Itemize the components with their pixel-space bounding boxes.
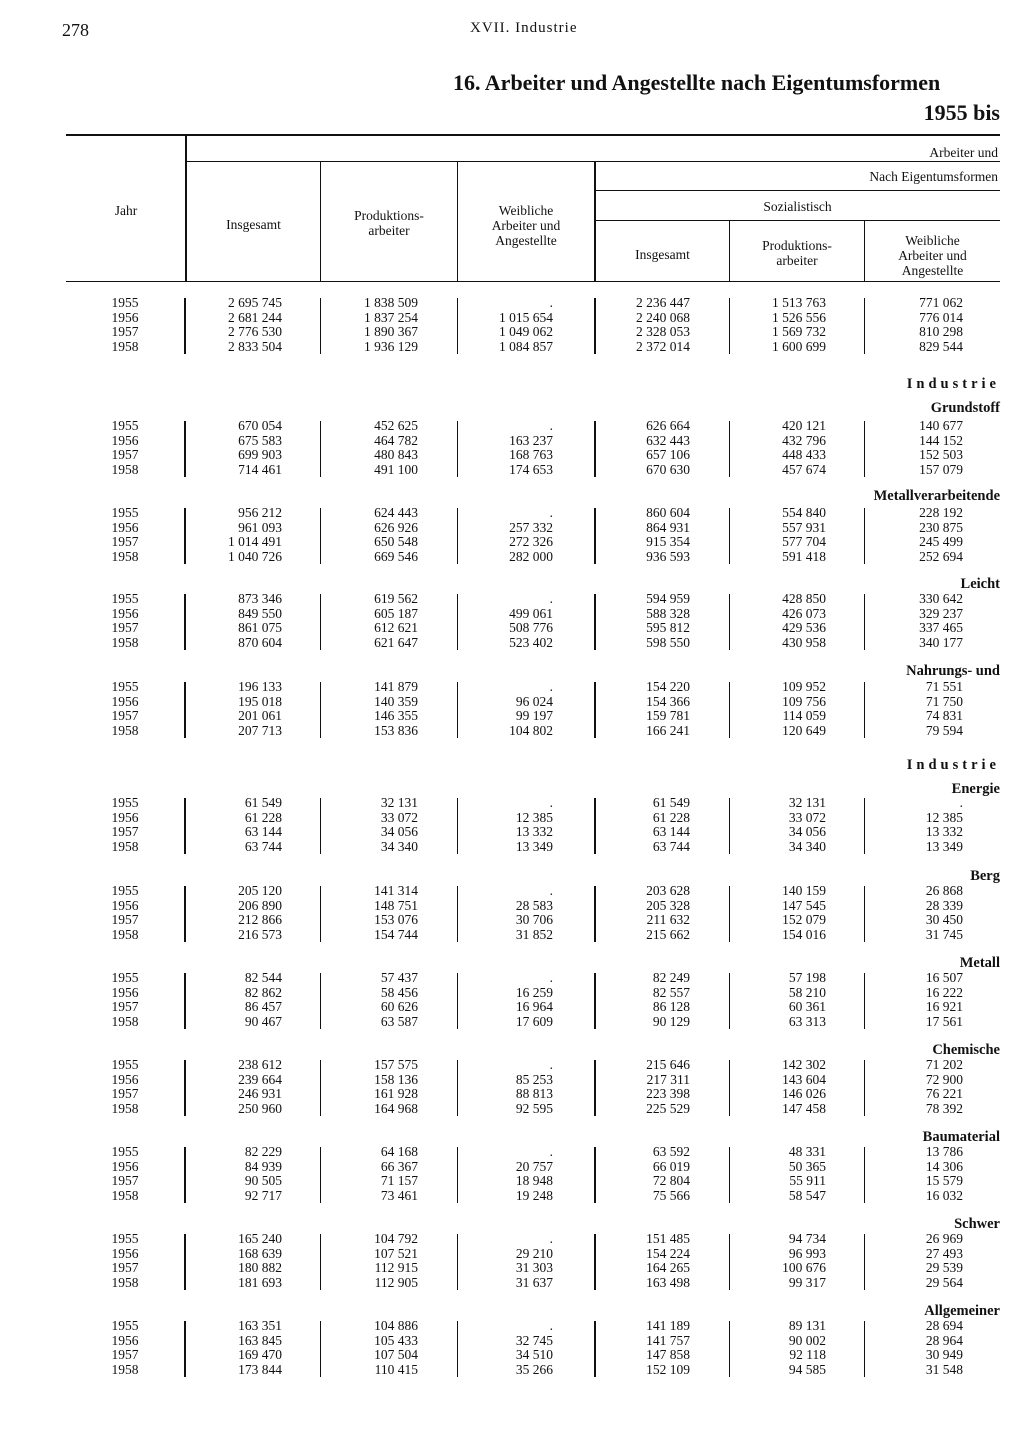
- year-cell: 1955 1956 1957 1958: [111, 679, 139, 738]
- table-cell: . 85 253 88 813 92 595: [515, 1057, 553, 1116]
- table-cell: 196 133 195 018 201 061 207 713: [238, 679, 282, 738]
- table-cell: 163 351 163 845 169 470 173 844: [238, 1318, 282, 1377]
- header-rule-4: [595, 220, 1000, 221]
- table-cell: 82 544 82 862 86 457 90 467: [244, 970, 282, 1029]
- table-cell: 71 551 71 750 74 831 79 594: [925, 679, 963, 738]
- table-title-years: 1955 bis: [923, 100, 1000, 125]
- group-heading-industrie-1: Industrie: [906, 376, 1000, 392]
- section-label-allgemeiner: Allgemeiner: [924, 1303, 1000, 1319]
- table-cell: 32 131 33 072 34 056 34 340: [788, 795, 826, 854]
- col-produktions: Produktions- arbeiter: [354, 208, 424, 238]
- section-label-chemische: Chemische: [932, 1042, 1000, 1058]
- section-label-metallverarbeitende: Metallverarbeitende: [873, 488, 1000, 504]
- table-cell: . 499 061 508 776 523 402: [509, 591, 553, 650]
- table-cell: 63 592 66 019 72 804 75 566: [652, 1144, 690, 1203]
- table-cell: 141 314 148 751 153 076 154 744: [374, 883, 418, 942]
- col-soz-insgesamt: Insgesamt: [635, 247, 690, 262]
- table-cell: 13 786 14 306 15 579 16 032: [925, 1144, 963, 1203]
- table-cell: 71 202 72 900 76 221 78 392: [925, 1057, 963, 1116]
- table-cell: . 16 259 16 964 17 609: [515, 970, 553, 1029]
- table-cell: . 96 024 99 197 104 802: [509, 679, 553, 738]
- table-cell: 140 677 144 152 152 503 157 079: [919, 418, 963, 477]
- table-cell: 61 549 61 228 63 144 63 744: [244, 795, 282, 854]
- table-cell: 48 331 50 365 55 911 58 547: [788, 1144, 826, 1203]
- col-top-group: Arbeiter und: [929, 145, 998, 160]
- table-cell: 594 959 588 328 595 812 598 550: [646, 591, 690, 650]
- table-cell: 330 642 329 237 337 465 340 177: [919, 591, 963, 650]
- year-cell: 1955 1956 1957 1958: [111, 1144, 139, 1203]
- table-cell: 109 952 109 756 114 059 120 649: [782, 679, 826, 738]
- table-cell: 215 646 217 311 223 398 225 529: [646, 1057, 690, 1116]
- year-cell: 1955 1956 1957 1958: [111, 1231, 139, 1290]
- table-cell: . 20 757 18 948 19 248: [515, 1144, 553, 1203]
- col-insgesamt: Insgesamt: [226, 217, 281, 232]
- table-cell: 228 192 230 875 245 499 252 694: [919, 505, 963, 564]
- year-cell: 1955 1956 1957 1958: [111, 1057, 139, 1116]
- table-cell: 26 969 27 493 29 539 29 564: [925, 1231, 963, 1290]
- section-label-berg: Berg: [970, 868, 1000, 884]
- table-cell: 64 168 66 367 71 157 73 461: [380, 1144, 418, 1203]
- table-cell: . 29 210 31 303 31 637: [515, 1231, 553, 1290]
- table-cell: . 163 237 168 763 174 653: [509, 418, 553, 477]
- table-cell: 626 664 632 443 657 106 670 630: [646, 418, 690, 477]
- table-cell: 89 131 90 002 92 118 94 585: [788, 1318, 826, 1377]
- year-cell: 1955 1956 1957 1958: [111, 295, 139, 354]
- table-cell: . 12 385 13 332 13 349: [515, 795, 553, 854]
- table-cell: 32 131 33 072 34 056 34 340: [380, 795, 418, 854]
- table-cell: 154 220 154 366 159 781 166 241: [646, 679, 690, 738]
- table-cell: 1 513 763 1 526 556 1 569 732 1 600 699: [772, 295, 826, 354]
- table-cell: 771 062 776 014 810 298 829 544: [919, 295, 963, 354]
- table-cell: 140 159 147 545 152 079 154 016: [782, 883, 826, 942]
- table-cell: 16 507 16 222 16 921 17 561: [925, 970, 963, 1029]
- table-cell: 26 868 28 339 30 450 31 745: [925, 883, 963, 942]
- table-cell: 2 236 447 2 240 068 2 328 053 2 372 014: [636, 295, 690, 354]
- table-cell: 104 886 105 433 107 504 110 415: [374, 1318, 418, 1377]
- table-cell: 619 562 605 187 612 621 621 647: [374, 591, 418, 650]
- table-cell: . 257 332 272 326 282 000: [509, 505, 553, 564]
- table-cell: 157 575 158 136 161 928 164 968: [374, 1057, 418, 1116]
- table-cell: . 12 385 13 332 13 349: [925, 795, 963, 854]
- section-label-metall: Metall: [959, 955, 1000, 971]
- table-cell: 624 443 626 926 650 548 669 546: [374, 505, 418, 564]
- year-cell: 1955 1956 1957 1958: [111, 418, 139, 477]
- table-cell: 141 879 140 359 146 355 153 836: [374, 679, 418, 738]
- table-cell: 1 838 509 1 837 254 1 890 367 1 936 129: [364, 295, 418, 354]
- table-cell: 873 346 849 550 861 075 870 604: [238, 591, 282, 650]
- section-label-leicht: Leicht: [960, 576, 1000, 592]
- col-weibliche: Weibliche Arbeiter und Angestellte: [491, 203, 561, 248]
- header-top-rule: [66, 134, 1000, 136]
- table-cell: 670 054 675 583 699 903 714 461: [238, 418, 282, 477]
- year-cell: 1955 1956 1957 1958: [111, 591, 139, 650]
- table-cell: 238 612 239 664 246 931 250 960: [238, 1057, 282, 1116]
- table-cell: . 1 015 654 1 049 062 1 084 857: [499, 295, 553, 354]
- year-cell: 1955 1956 1957 1958: [111, 1318, 139, 1377]
- table-cell: . 32 745 34 510 35 266: [515, 1318, 553, 1377]
- section-label-grundstoff: Grundstoff: [930, 400, 1000, 416]
- header-rule-3: [595, 190, 1000, 191]
- table-cell: 57 198 58 210 60 361 63 313: [788, 970, 826, 1029]
- table-cell: 428 850 426 073 429 536 430 958: [782, 591, 826, 650]
- table-cell: 860 604 864 931 915 354 936 593: [646, 505, 690, 564]
- table-cell: 165 240 168 639 180 882 181 693: [238, 1231, 282, 1290]
- header-bottom-rule: [66, 281, 1000, 282]
- table-cell: 142 302 143 604 146 026 147 458: [782, 1057, 826, 1116]
- col-soz-produktions: Produktions- arbeiter: [762, 238, 832, 268]
- table-cell: 104 792 107 521 112 915 112 905: [374, 1231, 418, 1290]
- table-cell: 2 695 745 2 681 244 2 776 530 2 833 504: [228, 295, 282, 354]
- table-cell: 82 249 82 557 86 128 90 129: [652, 970, 690, 1029]
- col-soz-weibliche: Weibliche Arbeiter und Angestellte: [898, 233, 967, 278]
- year-cell: 1955 1956 1957 1958: [111, 883, 139, 942]
- header-rule-2: [186, 161, 1000, 162]
- table-cell: 28 694 28 964 30 949 31 548: [925, 1318, 963, 1377]
- header-vrule-4: [594, 162, 596, 282]
- page-number: 278: [62, 20, 89, 40]
- table-cell: 554 840 557 931 577 704 591 418: [782, 505, 826, 564]
- year-cell: 1955 1956 1957 1958: [111, 795, 139, 854]
- col-sub-group: Nach Eigentumsformen: [869, 169, 998, 184]
- table-title: 16. Arbeiter und Angestellte nach Eigentumsformen: [453, 70, 941, 95]
- col-sozialistisch: Sozialistisch: [763, 199, 832, 214]
- year-cell: 1955 1956 1957 1958: [111, 505, 139, 564]
- table-cell: 452 625 464 782 480 843 491 100: [374, 418, 418, 477]
- table-cell: 82 229 84 939 90 505 92 717: [244, 1144, 282, 1203]
- section-label-nahrungs: Nahrungs- und: [906, 663, 1000, 679]
- running-head: XVII. Industrie: [470, 20, 578, 36]
- table-cell: 151 485 154 224 164 265 163 498: [646, 1231, 690, 1290]
- section-label-schwer: Schwer: [954, 1216, 1000, 1232]
- table-cell: 57 437 58 456 60 626 63 587: [380, 970, 418, 1029]
- section-label-baumaterial: Baumaterial: [922, 1129, 1000, 1145]
- table-cell: 61 549 61 228 63 144 63 744: [652, 795, 690, 854]
- table-cell: 420 121 432 796 448 433 457 674: [782, 418, 826, 477]
- table-cell: . 28 583 30 706 31 852: [515, 883, 553, 942]
- section-label-energie: Energie: [951, 781, 1000, 797]
- col-jahr: Jahr: [114, 203, 138, 218]
- year-cell: 1955 1956 1957 1958: [111, 970, 139, 1029]
- table-cell: 205 120 206 890 212 866 216 573: [238, 883, 282, 942]
- table-cell: 141 189 141 757 147 858 152 109: [646, 1318, 690, 1377]
- table-cell: 203 628 205 328 211 632 215 662: [646, 883, 690, 942]
- group-heading-industrie-2: Industrie: [906, 757, 1000, 773]
- table-cell: 956 212 961 093 1 014 491 1 040 726: [228, 505, 282, 564]
- table-cell: 94 734 96 993 100 676 99 317: [782, 1231, 826, 1290]
